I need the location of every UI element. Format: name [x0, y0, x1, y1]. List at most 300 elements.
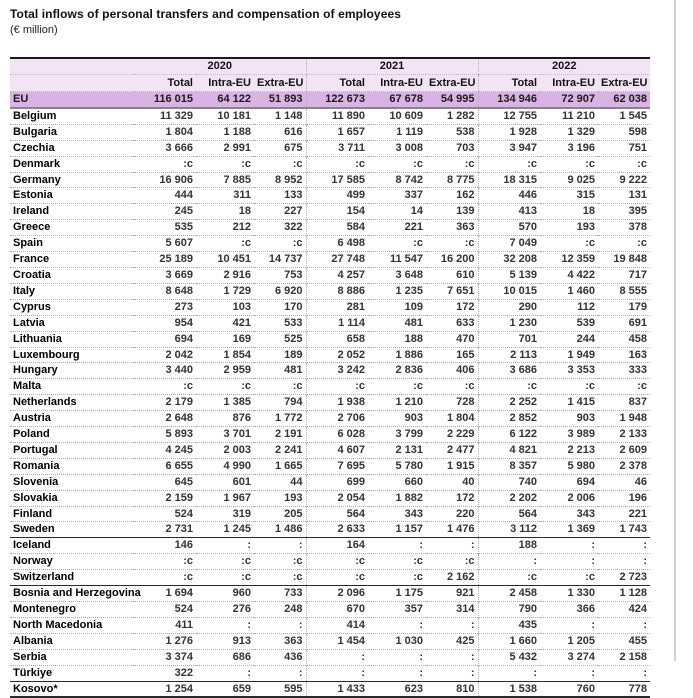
cell-value: 1 915: [447, 459, 475, 472]
cell-value: 170: [284, 300, 303, 313]
cell-value: :c: [241, 157, 251, 170]
corner-cell: [10, 58, 134, 75]
table-row: [10, 363, 650, 379]
row-label: Kosovo*: [13, 682, 58, 695]
table-row: [10, 522, 650, 538]
cell-value: 12 359: [561, 253, 596, 266]
cell-value: 2 916: [223, 268, 251, 281]
cell-value: :c: [413, 237, 423, 250]
cell-value: 525: [284, 332, 303, 345]
cell-value: 2 113: [478, 347, 540, 363]
column-header-extra-eu: Extra-EU: [598, 75, 650, 92]
cell-value: 196: [628, 491, 648, 504]
cell-value: 10 609: [389, 109, 423, 122]
cell-value: 481: [404, 316, 423, 329]
cell-value: :: [478, 554, 540, 570]
year-header-2020: 2020: [134, 58, 306, 75]
cell-value: 2 202: [478, 490, 540, 506]
cell-value: :: [306, 649, 368, 665]
table-row: [10, 188, 650, 204]
cell-value: :c: [585, 157, 596, 170]
row-label: Switzerland: [13, 571, 75, 584]
cell-value: :: [247, 539, 251, 552]
cell-value: 2 458: [478, 586, 540, 602]
cell-value: :c: [183, 555, 193, 568]
table-row: [10, 395, 650, 411]
table-row: [10, 267, 650, 283]
cell-value: 315: [576, 189, 596, 202]
cell-value: 728: [456, 396, 475, 409]
cell-value: 109: [404, 300, 423, 313]
cell-value: :: [478, 665, 540, 681]
cell-value: 1 235: [395, 284, 423, 297]
cell-value: 1 538: [478, 681, 540, 697]
cell-value: 14 737: [268, 253, 303, 266]
cell-value: 659: [232, 682, 251, 695]
cell-value: 1 415: [567, 396, 596, 409]
cell-value: 1 729: [223, 284, 251, 297]
cell-value: 378: [628, 221, 648, 234]
cell-value: :: [591, 539, 596, 552]
cell-value: 2 706: [306, 411, 368, 427]
table-row: [10, 204, 650, 220]
cell-value: 363: [284, 634, 303, 647]
cell-value: 112: [577, 300, 596, 313]
table-row: [10, 490, 650, 506]
cell-value: 1 949: [567, 348, 596, 361]
cell-value: :c: [306, 156, 368, 172]
row-label: Romania: [13, 459, 60, 472]
cell-value: 9 222: [619, 173, 648, 186]
row-label: Greece: [13, 221, 51, 234]
column-header-extra-eu: Extra-EU: [254, 75, 306, 92]
cell-value: :c: [306, 379, 368, 395]
row-label: Iceland: [13, 539, 51, 552]
cell-value: :c: [292, 237, 303, 250]
cell-value: 2 731: [165, 523, 193, 536]
cell-value: 616: [284, 125, 303, 138]
row-label: Germany: [13, 173, 61, 186]
cell-value: :c: [292, 571, 303, 584]
cell-value: 1 433: [306, 681, 368, 697]
row-label: Slovenia: [13, 475, 59, 488]
cell-value: 146: [174, 539, 193, 552]
cell-value: 32 208: [478, 252, 540, 268]
cell-value: :: [470, 618, 475, 631]
cell-value: :: [470, 539, 475, 552]
cell-value: 395: [628, 205, 648, 218]
cell-value: 5 139: [478, 267, 540, 283]
cell-value: 595: [284, 682, 303, 695]
cell-value: 7 049: [478, 236, 540, 252]
cell-value: :c: [585, 237, 596, 250]
cell-value: 675: [284, 141, 303, 154]
cell-value: 103: [232, 300, 251, 313]
cell-value: :c: [183, 571, 193, 584]
cell-value: 189: [284, 348, 303, 361]
cell-value: 27 748: [306, 252, 368, 268]
cell-value: 1 660: [478, 633, 540, 649]
cell-value: 3 353: [567, 364, 596, 377]
cell-value: 3 440: [165, 364, 193, 377]
table-row: [10, 474, 650, 490]
cell-value: 205: [284, 507, 303, 520]
cell-value: :: [591, 666, 596, 679]
cell-value: 72 907: [540, 92, 598, 108]
table-row: [10, 252, 650, 268]
cell-value: 1 254: [165, 682, 193, 695]
cell-value: 221: [628, 507, 648, 520]
cell-value: :c: [464, 157, 475, 170]
cell-value: 524: [174, 603, 193, 615]
column-header-total: Total: [306, 75, 368, 92]
cell-value: 2 131: [395, 443, 423, 456]
cell-value: 1 486: [274, 523, 303, 536]
cell-value: 6 498: [306, 236, 368, 252]
cell-value: 18: [238, 205, 251, 218]
cell-value: 876: [232, 412, 251, 425]
row-label: Belgium: [13, 109, 57, 122]
cell-value: 133: [284, 189, 303, 202]
cell-value: 19 848: [613, 253, 648, 266]
cell-value: 740: [478, 474, 540, 490]
cell-value: 3 799: [395, 428, 423, 441]
cell-value: 411: [175, 618, 193, 631]
cell-value: 5 432: [478, 649, 540, 665]
cell-value: 164: [306, 538, 368, 554]
table-row: [10, 442, 650, 458]
cell-value: 18: [582, 205, 596, 218]
cell-value: 1 157: [395, 523, 423, 536]
cell-value: 4 821: [478, 442, 540, 458]
cell-value: 1 119: [396, 125, 423, 138]
row-label: France: [13, 253, 50, 266]
cell-value: 6 122: [478, 427, 540, 443]
table-row: [10, 315, 650, 331]
cell-value: 51 893: [254, 92, 306, 108]
row-label: Poland: [13, 428, 50, 441]
cell-value: 1 938: [306, 395, 368, 411]
page-title: Total inflows of personal transfers and compensation of employees: [10, 7, 402, 21]
cell-value: 4 607: [306, 442, 368, 458]
cell-value: 660: [404, 475, 423, 488]
cell-value: 188: [404, 332, 423, 345]
row-label: Montenegro: [13, 603, 76, 615]
cell-value: 64 122: [196, 92, 254, 108]
column-header-intra-eu: Intra-EU: [196, 75, 254, 92]
cell-value: :c: [478, 570, 540, 586]
table-row: [10, 140, 650, 156]
table-row: [10, 649, 650, 665]
cell-value: 154: [306, 204, 368, 220]
cell-value: 760: [576, 682, 596, 695]
cell-value: 1 385: [223, 396, 251, 409]
cell-value: 658: [306, 331, 368, 347]
cell-value: 584: [306, 220, 368, 236]
cell-value: 172: [456, 300, 475, 313]
cell-value: 244: [576, 332, 596, 345]
cell-value: 790: [478, 602, 540, 618]
cell-value: 670: [306, 602, 368, 618]
cell-value: 14: [410, 205, 423, 218]
cell-value: 122 673: [306, 92, 368, 108]
cell-value: 2 852: [478, 411, 540, 427]
cell-value: 903: [404, 412, 423, 425]
cell-value: 4 245: [165, 443, 193, 456]
cell-value: 337: [404, 189, 423, 202]
cell-value: :c: [241, 237, 251, 250]
cell-value: 1 330: [567, 587, 596, 600]
cell-value: 7 695: [306, 458, 368, 474]
cell-value: 2 836: [395, 364, 423, 377]
cell-value: 188: [478, 538, 540, 554]
cell-value: 1 886: [395, 348, 423, 361]
cell-value: 25 189: [159, 253, 193, 266]
eu-total-row: [10, 92, 650, 108]
cell-value: 6 028: [306, 427, 368, 443]
cell-value: 134 946: [478, 92, 540, 108]
cell-value: 6 920: [274, 284, 303, 297]
cell-value: 193: [576, 221, 596, 234]
cell-value: 1 188: [223, 125, 251, 138]
cell-value: 11 329: [159, 109, 193, 122]
table-row: [10, 411, 650, 427]
cell-value: 425: [456, 634, 475, 647]
row-label: Czechia: [13, 141, 55, 154]
cell-value: 2 054: [306, 490, 368, 506]
cell-value: 913: [232, 634, 251, 647]
cell-value: 733: [284, 587, 303, 600]
row-label: Austria: [13, 412, 51, 425]
cell-value: 435: [478, 617, 540, 633]
cell-value: 3 274: [567, 650, 596, 663]
cell-value: :c: [478, 379, 540, 395]
cell-value: :: [247, 618, 251, 631]
cell-value: :c: [413, 555, 423, 568]
table-row: [10, 299, 650, 315]
cell-value: 3 112: [478, 522, 540, 538]
cell-value: 610: [456, 268, 475, 281]
table-row: [10, 331, 650, 347]
column-header-intra-eu: Intra-EU: [368, 75, 426, 92]
row-label: Netherlands: [13, 396, 77, 409]
row-label: Luxembourg: [13, 348, 80, 361]
cell-value: 598: [628, 125, 648, 138]
cell-value: 366: [576, 603, 596, 615]
row-label: Malta: [13, 380, 42, 393]
cell-value: 248: [284, 603, 303, 615]
cell-value: :: [419, 618, 423, 631]
cell-value: 1 476: [447, 523, 475, 536]
cell-value: 8 555: [619, 284, 648, 297]
row-label: Bosnia and Herzegovina: [13, 587, 141, 600]
cell-value: 751: [628, 141, 648, 154]
cell-value: 686: [232, 650, 251, 663]
table-row: [10, 570, 650, 586]
cell-value: 193: [284, 491, 303, 504]
cell-value: 470: [456, 332, 475, 345]
cell-value: 694: [174, 332, 193, 345]
cell-value: 954: [174, 316, 193, 329]
cell-value: :c: [241, 555, 251, 568]
cell-value: 810: [456, 682, 475, 695]
table-row: [10, 602, 650, 618]
cell-value: 1 804: [447, 412, 475, 425]
cell-value: 9 025: [567, 173, 596, 186]
row-label: Bulgaria: [13, 125, 58, 138]
row-label: Portugal: [13, 443, 58, 456]
cell-value: :c: [292, 380, 303, 393]
cell-value: 1 245: [223, 523, 251, 536]
cell-value: 8 775: [447, 173, 475, 186]
cell-value: 421: [232, 316, 251, 329]
table-row: [10, 633, 650, 649]
cell-value: :c: [292, 157, 303, 170]
cell-value: :: [298, 539, 303, 552]
cell-value: 3 242: [306, 363, 368, 379]
cell-value: :c: [241, 380, 251, 393]
cell-value: 701: [478, 331, 540, 347]
cell-value: 2 241: [274, 443, 303, 456]
cell-value: 314: [456, 603, 475, 615]
cell-value: 1 205: [567, 634, 596, 647]
cell-value: :: [643, 666, 648, 679]
cell-value: 227: [284, 205, 303, 218]
cell-value: 169: [232, 332, 251, 345]
cell-value: 5 607: [165, 237, 193, 250]
cell-value: 2 252: [478, 395, 540, 411]
cell-value: 2 723: [619, 571, 648, 584]
cell-value: 3 669: [165, 268, 193, 281]
cell-value: 3 666: [165, 141, 193, 154]
table-row: [10, 236, 650, 252]
cell-value: 694: [576, 475, 596, 488]
cell-value: :c: [637, 157, 648, 170]
cell-value: 424: [628, 603, 648, 615]
cell-value: 921: [456, 587, 475, 600]
cell-value: 8 648: [165, 284, 193, 297]
cell-value: 16 200: [440, 253, 475, 266]
table-row: [10, 458, 650, 474]
cell-value: :c: [413, 157, 423, 170]
cell-value: 623: [404, 682, 423, 695]
cell-value: 645: [174, 475, 193, 488]
cell-value: 691: [628, 316, 648, 329]
cell-value: 2 096: [306, 586, 368, 602]
cell-value: 538: [456, 125, 475, 138]
cell-value: 179: [628, 300, 648, 313]
cell-value: 1 882: [395, 491, 423, 504]
cell-value: 1 665: [274, 459, 303, 472]
cell-value: 3 947: [478, 140, 540, 156]
cell-value: 3 196: [567, 141, 596, 154]
cell-value: :c: [241, 571, 251, 584]
cell-value: 413: [478, 204, 540, 220]
cell-value: 564: [306, 506, 368, 522]
cell-value: 3 374: [165, 650, 193, 663]
cell-value: 2 378: [619, 459, 648, 472]
cell-value: 5 780: [395, 459, 423, 472]
cell-value: 322: [284, 221, 303, 234]
cell-value: :: [419, 650, 423, 663]
table-row: [10, 379, 650, 395]
cell-value: 2 003: [223, 443, 251, 456]
cell-value: 2 052: [306, 347, 368, 363]
row-label: Denmark: [13, 157, 61, 170]
cell-value: :: [643, 618, 648, 631]
cell-value: :: [419, 539, 423, 552]
cell-value: 273: [174, 300, 193, 313]
cell-value: :c: [413, 380, 423, 393]
cell-value: 290: [478, 299, 540, 315]
cell-value: 8 952: [274, 173, 303, 186]
cell-value: 2 158: [619, 650, 648, 663]
cell-value: 363: [456, 221, 475, 234]
cell-value: 1 460: [567, 284, 596, 297]
cell-value: 458: [628, 332, 648, 345]
row-label: Sweden: [13, 523, 55, 536]
cell-value: 794: [284, 396, 303, 409]
cell-value: :c: [637, 237, 648, 250]
cell-value: 10 451: [217, 253, 251, 266]
cell-value: 12 755: [478, 108, 540, 124]
cell-value: 1 114: [306, 315, 368, 331]
table-row: [10, 347, 650, 363]
cell-value: 903: [576, 412, 596, 425]
year-header-row: [10, 58, 650, 75]
cell-value: :c: [183, 157, 193, 170]
cell-value: 1 282: [447, 109, 475, 122]
cell-value: 40: [462, 475, 475, 488]
unit-label: (€ million): [10, 24, 58, 36]
cell-value: 11 890: [306, 108, 368, 124]
cell-value: 8 886: [306, 283, 368, 299]
cell-value: 6 655: [165, 459, 193, 472]
cell-value: 1 545: [619, 109, 648, 122]
cell-value: 163: [628, 348, 648, 361]
cell-value: 633: [456, 316, 475, 329]
cell-value: :c: [464, 380, 475, 393]
cell-value: 444: [174, 189, 193, 202]
cell-value: :: [419, 666, 423, 679]
cell-value: 1 175: [395, 587, 423, 600]
cell-value: :: [591, 618, 596, 631]
cell-value: 455: [628, 634, 648, 647]
cell-value: 333: [628, 364, 648, 377]
table-row: [10, 617, 650, 633]
cell-value: 10 181: [217, 109, 251, 122]
cell-value: 16 906: [159, 173, 193, 186]
cell-value: 3 686: [478, 363, 540, 379]
table-row: [10, 554, 650, 570]
cell-value: 311: [233, 189, 251, 202]
row-label: Cyprus: [13, 300, 51, 313]
row-label: Croatia: [13, 268, 51, 281]
cell-value: 533: [284, 316, 303, 329]
cell-value: 18 315: [478, 172, 540, 188]
cell-value: 343: [576, 507, 596, 520]
cell-value: 11 547: [389, 253, 423, 266]
cell-value: 753: [284, 268, 303, 281]
cell-value: :: [643, 539, 648, 552]
cell-value: 1 329: [567, 125, 596, 138]
cell-value: :c: [585, 571, 596, 584]
cell-value: :c: [464, 555, 475, 568]
page-edge-divider: [674, 0, 676, 661]
column-header-row: [10, 75, 650, 92]
table-row: [10, 427, 650, 443]
table-row: [10, 665, 650, 681]
